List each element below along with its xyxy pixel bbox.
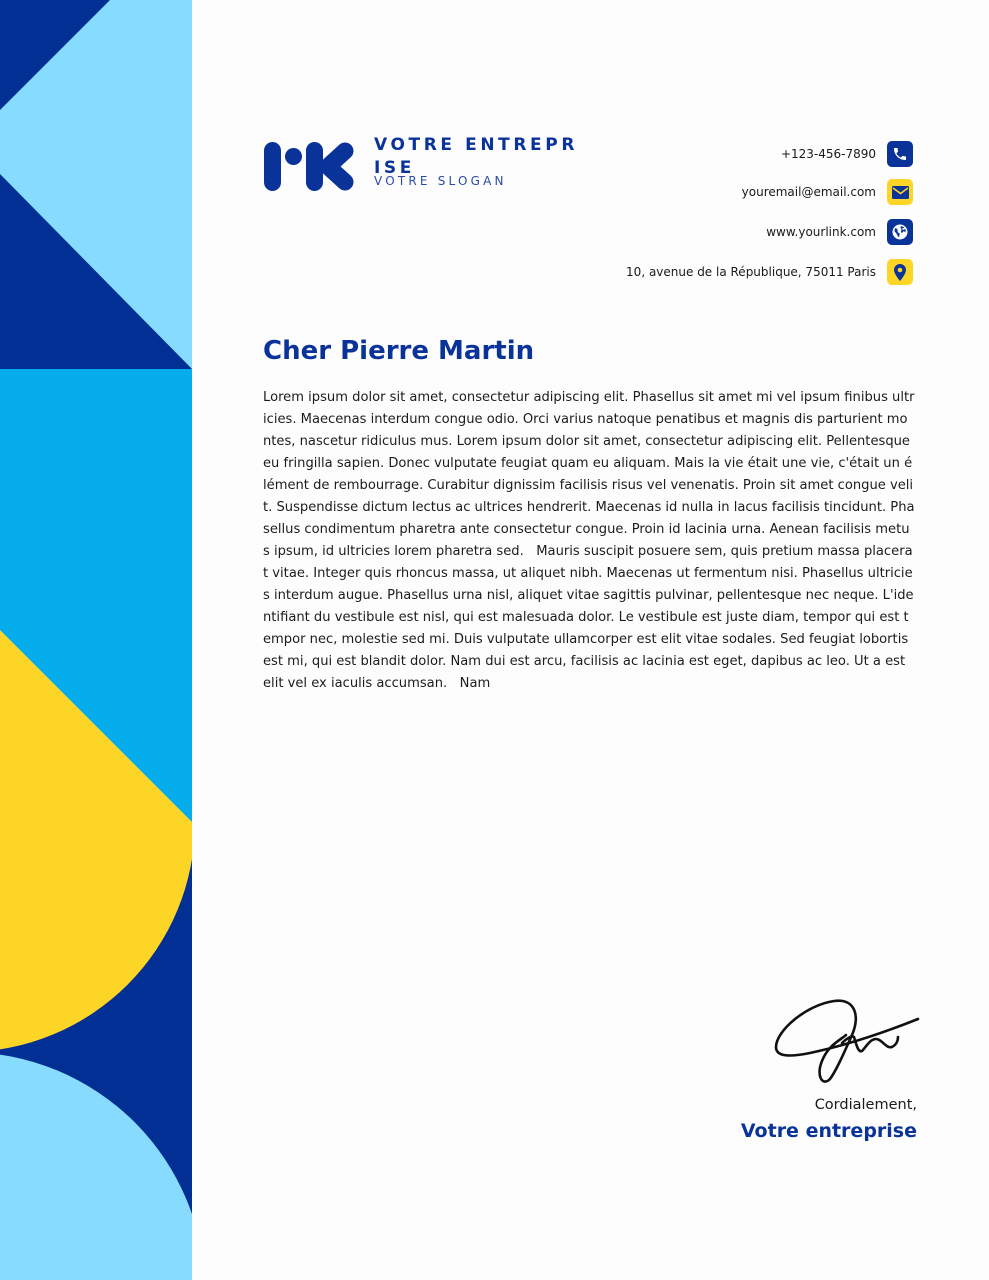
decorative-side-panel xyxy=(0,0,192,1280)
company-slogan: VOTRE SLOGAN xyxy=(374,174,507,188)
website-link[interactable]: www.yourlink.com xyxy=(766,225,876,239)
letter-greeting: Cher Pierre Martin xyxy=(263,336,535,366)
company-logo xyxy=(262,140,356,194)
phone-number[interactable]: +123-456-7890 xyxy=(780,147,876,161)
email-address[interactable]: youremail@email.com xyxy=(741,185,876,199)
closing-phrase: Cordialement, xyxy=(814,1097,917,1113)
contact-email xyxy=(742,179,913,205)
company-name: VOTRE ENTREPRISE xyxy=(374,135,579,178)
phone-icon xyxy=(887,141,913,167)
logo-mark-icon xyxy=(262,140,356,194)
geometric-pattern xyxy=(0,0,192,1280)
contact-phone xyxy=(781,141,913,167)
handwritten-signature xyxy=(770,995,922,1087)
postal-address: 10, avenue de la République, 75011 Paris xyxy=(626,265,876,279)
globe-icon xyxy=(887,219,913,245)
signature-icon xyxy=(770,995,922,1087)
letter-body: Lorem ipsum dolor sit amet, consectetur adipiscing elit. Phasellus sit amet mi vel ipsum finibus ultricies. Maecenas interdum congue odio. Orci varius natoque penatibus et magnis dis parturient montes, nascetur ridiculus mus. Lorem ipsum dolor sit amet, consectetur adipiscing elit. Pellentesque eu fringilla sapien. Donec vulputate feugiat quam eu aliquam. Mais la vie était une vie, c'était un élément de rembourrage. Curabitur dignissim facilisis risus vel venenatis. Proin sit amet congue velit. Suspendisse dictum lectus ac ultrices hendrerit. Maecenas id nulla in lacus facilisis tincidunt. Phasellus condimentum pharetra ante consectetur congue. Proin id lacinia urna. Aenean facilisis metus ipsum, id ultricies lorem pharetra sed. Mauris suscipit posuere sem, quis pretium massa placerat vitae. Integer quis rhoncus massa, ut aliquet nibh. Maecenas ut fermentum nisi. Phasellus ultricies interdum augue. Phasellus urna nisl, aliquet vitae sagittis pulvinar, pellentesque nec neque. L'identifiant du vestibule est nisl, qui est malesuada dolor. Le vestibule est juste diam, tempor qui est tempor nec, molestie sed mi. Duis vulputate ullamcorper est elit vitae sodales. Sed feugiat lobortis est mi, qui est blandit dolor. Nam dui est arcu, facilisis ac lacinia est eget, dapibus ac leo. Ut a est elit vel ex iaculis accumsan. Nam xyxy=(263,390,915,691)
contact-website xyxy=(766,219,913,245)
contact-address xyxy=(626,259,913,285)
signature-company-name: Votre entreprise xyxy=(740,1120,917,1142)
location-pin-icon xyxy=(887,259,913,285)
envelope-icon xyxy=(887,179,913,205)
